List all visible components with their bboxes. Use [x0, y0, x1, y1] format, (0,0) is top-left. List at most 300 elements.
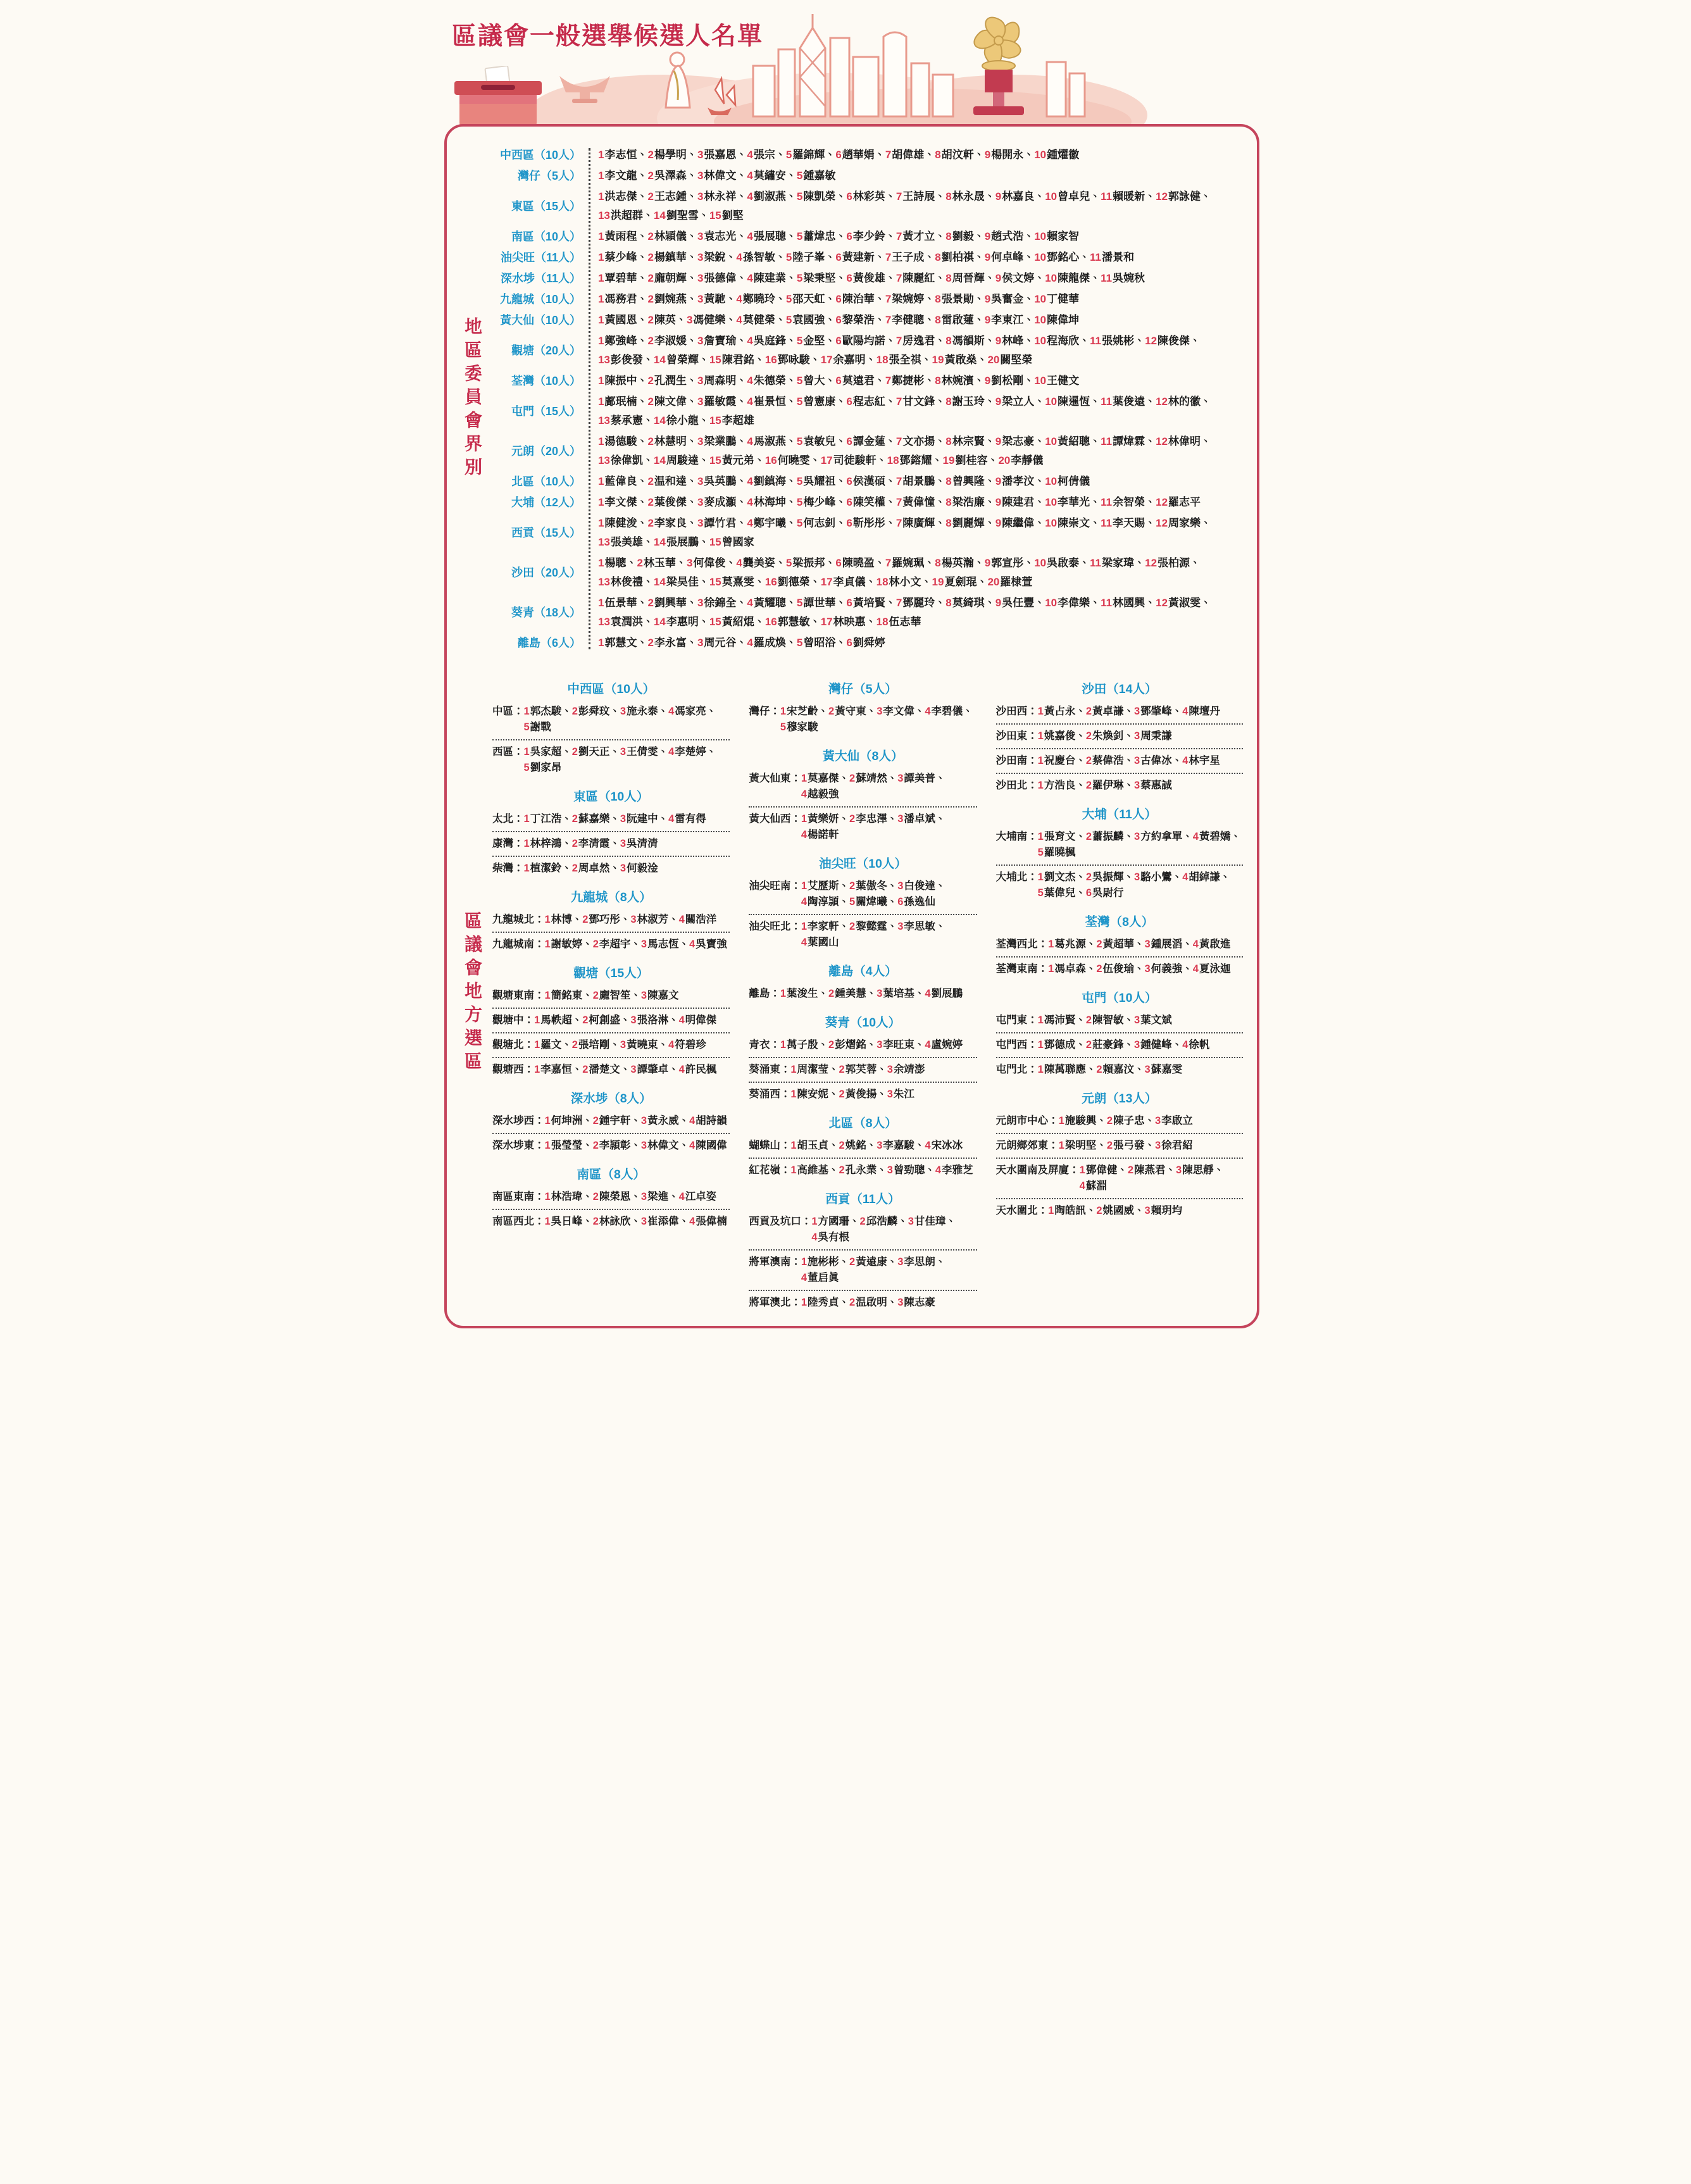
- candidate-name: 徐小龍、: [666, 415, 709, 427]
- candidate-name: 譚金蓮、: [852, 435, 896, 447]
- candidate-number: 14: [653, 415, 666, 427]
- candidate-number: 7: [895, 335, 902, 347]
- candidate-name: 孔潤生、: [654, 375, 697, 387]
- candidate: [620, 1037, 668, 1053]
- candidate-number: 15: [709, 576, 721, 588]
- candidate-number: 11: [1090, 251, 1102, 263]
- constituency-row: [492, 1185, 730, 1210]
- candidate-name: 葉俊傑、: [654, 496, 697, 508]
- candidate-name: 陳壇丹: [1189, 706, 1220, 717]
- candidate-number: 10: [1034, 293, 1047, 305]
- candidate-number: 5: [1037, 887, 1044, 899]
- area-label: 油尖旺北：: [749, 921, 801, 932]
- candidate-number: 6: [846, 475, 852, 487]
- candidate-name: 劉德榮、: [777, 576, 821, 588]
- candidate: [598, 493, 647, 512]
- candidate-name: 蔡惠誠: [1140, 780, 1172, 791]
- candidate-name: 陳榮恩、: [599, 1191, 641, 1202]
- candidate-name: 張柏源、: [1157, 557, 1201, 569]
- candidate-name: 陳建君、: [1002, 496, 1045, 508]
- district-label: 南區（10人）: [511, 230, 581, 243]
- candidate-number: 3: [620, 706, 627, 717]
- candidate: [747, 166, 796, 185]
- candidate-number: 10: [1045, 435, 1058, 447]
- candidate-list: [790, 1087, 977, 1102]
- candidate-number: 5: [796, 375, 803, 387]
- candidate: [846, 227, 895, 246]
- candidate-name: 黃超華、: [1102, 939, 1145, 950]
- candidate-name: 孫智敏、: [742, 251, 786, 263]
- candidate-number: 15: [709, 536, 721, 548]
- candidate-name: 蔡偉浩、: [1092, 755, 1135, 766]
- candidate-number: 3: [1134, 755, 1140, 766]
- candidate-number: 11: [1101, 496, 1113, 508]
- candidate-name: 洪志傑、: [604, 190, 648, 203]
- candidate: [747, 472, 796, 491]
- candidate-number: 3: [630, 1064, 637, 1075]
- candidate-number: 3: [877, 988, 883, 999]
- candidate-list: [589, 371, 1244, 390]
- candidate: [687, 311, 736, 330]
- candidate: [935, 311, 984, 330]
- candidate: [709, 451, 765, 470]
- candidate: [598, 290, 647, 309]
- candidate-name: 蘇嘉樂、: [578, 813, 620, 825]
- candidate-name: 黃俊揚、: [845, 1089, 887, 1100]
- candidate: [524, 861, 572, 877]
- candidate-name: 陸秀貞、: [808, 1297, 850, 1308]
- candidate-number: 3: [1155, 1115, 1161, 1126]
- candidate-number: 2: [647, 335, 654, 347]
- candidate-name: 董启眞: [808, 1272, 839, 1283]
- candidate: [935, 554, 984, 573]
- candidate: [647, 633, 697, 652]
- candidate-name: 吳奮金、: [991, 293, 1035, 305]
- candidate-number: 2: [647, 637, 654, 649]
- candidate-number: 2: [592, 1191, 599, 1202]
- candidate: [1038, 778, 1086, 794]
- candidate: [985, 311, 1034, 330]
- candidate-name: 黃曉東、: [627, 1039, 669, 1051]
- candidate-name: 潘孝汶、: [1002, 475, 1045, 487]
- candidate: [647, 290, 697, 309]
- candidate-name: 袁潤洪、: [610, 616, 654, 628]
- candidate-name: 林淑芳、: [637, 914, 679, 925]
- candidate: [849, 811, 897, 827]
- candidate: [598, 432, 647, 451]
- committee-side-column: [452, 142, 492, 656]
- candidate-number: 20: [987, 576, 1000, 588]
- candidate: [925, 1037, 963, 1053]
- district-group: [749, 739, 977, 847]
- candidate-name: 鄧德成、: [1044, 1039, 1086, 1051]
- candidate-number: 2: [849, 813, 856, 825]
- candidate-name: 黃遠康、: [856, 1256, 898, 1268]
- candidate: [1101, 269, 1145, 288]
- candidate-number: 2: [849, 773, 856, 784]
- candidate-name: 陶淳頴、: [808, 896, 850, 908]
- candidate: [641, 1214, 689, 1230]
- candidate: [801, 811, 849, 827]
- candidate: [598, 472, 647, 491]
- candidate-number: 2: [647, 396, 654, 408]
- candidate-number: 7: [885, 375, 892, 387]
- candidate-name: 文亦揚、: [902, 435, 946, 447]
- constituency-row: [492, 908, 730, 933]
- committee-row: [492, 633, 1244, 652]
- candidate: [985, 248, 1034, 267]
- candidate-number: 9: [995, 597, 1002, 609]
- candidate: [801, 1295, 849, 1311]
- constituency-row: [996, 749, 1243, 774]
- candidate-number: 2: [839, 1089, 845, 1100]
- candidate-number: 1: [534, 1039, 540, 1051]
- candidate-number: 4: [747, 375, 753, 387]
- candidate-name: 張美雄、: [610, 536, 654, 548]
- candidate: [647, 146, 697, 165]
- constituency-row: [996, 1109, 1243, 1134]
- candidate-name: 林偉文、: [647, 1140, 690, 1151]
- candidate-name: 甘文鋒、: [902, 396, 946, 408]
- district-group: [749, 672, 977, 739]
- candidate-number: 10: [1034, 230, 1047, 242]
- candidate-name: 王子成、: [892, 251, 935, 263]
- candidate-number: 4: [736, 557, 742, 569]
- candidate-name: 楊聰、: [604, 557, 637, 569]
- candidate: [835, 311, 885, 330]
- candidate-name: 劉桂容、: [955, 454, 999, 466]
- candidate: [1048, 1203, 1096, 1219]
- candidate-number: 1: [1079, 1164, 1085, 1176]
- candidate: [925, 704, 973, 720]
- candidate: [780, 986, 828, 1002]
- candidate: [897, 878, 945, 894]
- area-label: 九龍城南：: [492, 939, 545, 950]
- candidate-name: 楊鎮華、: [654, 251, 697, 263]
- candidate-name: 徐君紹: [1161, 1140, 1193, 1151]
- candidate: [709, 206, 744, 225]
- candidate: [1038, 845, 1076, 861]
- candidate-number: 10: [1034, 375, 1047, 387]
- candidate-number: 3: [697, 517, 704, 529]
- candidate-number: 3: [640, 1140, 647, 1151]
- candidate-name: 莫綺琪、: [952, 597, 995, 609]
- candidate-name: 袁國強、: [792, 314, 836, 326]
- candidate-name: 吳婉秋: [1113, 272, 1145, 284]
- candidate-number: 2: [582, 1014, 589, 1026]
- candidate: [747, 371, 796, 390]
- candidate: [846, 472, 895, 491]
- candidate-number: 2: [647, 293, 654, 305]
- candidate: [839, 1138, 877, 1154]
- candidate-number: 2: [1085, 1039, 1092, 1051]
- candidate: [897, 919, 945, 935]
- candidate-number: 3: [1134, 831, 1140, 842]
- district-group: [492, 780, 730, 880]
- candidate: [995, 493, 1045, 512]
- area-label: 觀塘西：: [492, 1064, 534, 1075]
- candidate-list: [589, 248, 1244, 267]
- district-header: 元朗（13人）: [1082, 1092, 1157, 1106]
- candidate-name: 梁昊佳、: [666, 576, 709, 588]
- candidate: [647, 166, 697, 185]
- candidate: [709, 411, 754, 430]
- candidate-number: 1: [790, 1064, 797, 1075]
- candidate-name: 林梓鴻、: [530, 838, 572, 849]
- candidate: [1101, 187, 1156, 206]
- candidate: [801, 894, 849, 910]
- candidate-list: [1048, 937, 1243, 952]
- candidate: [689, 1138, 727, 1154]
- candidate-number: 2: [592, 1115, 599, 1126]
- candidate-name: 李嘉恒、: [540, 1064, 583, 1075]
- candidate-name: 胡玉貞、: [797, 1140, 839, 1151]
- candidate: [524, 760, 562, 776]
- candidate-number: 9: [995, 396, 1002, 408]
- candidate-name: 程海欣、: [1047, 335, 1090, 347]
- candidate-name: 羅伊琳、: [1092, 780, 1135, 791]
- candidate: [697, 248, 736, 267]
- candidate-number: 8: [945, 230, 952, 242]
- candidate-number: 2: [859, 1216, 866, 1227]
- area-label: 天水圍南及屏廈：: [995, 1164, 1080, 1176]
- candidate: [1045, 514, 1101, 533]
- candidate-name: 楊諾軒: [808, 829, 839, 840]
- district-label: 北區（10人）: [511, 475, 581, 488]
- candidate: [835, 554, 885, 573]
- district-label: 元朗（20人）: [511, 445, 581, 458]
- candidate-name: 羅錦輝、: [792, 149, 836, 161]
- candidate: [1096, 1062, 1144, 1078]
- candidate: [945, 432, 995, 451]
- candidate-name: 陳治華、: [842, 293, 885, 305]
- candidate-name: 陳俊傑、: [1157, 335, 1201, 347]
- area-label: 紅花嶺：: [749, 1164, 791, 1176]
- candidate-name: 陳健浚、: [604, 517, 648, 529]
- candidate-name: 關堅榮: [1000, 354, 1033, 366]
- candidate: [598, 392, 647, 411]
- candidate: [790, 1087, 839, 1102]
- candidate-name: 陳暹恆、: [1058, 396, 1101, 408]
- candidate: [689, 1113, 727, 1129]
- candidate: [534, 1037, 572, 1053]
- candidate-number: 3: [697, 375, 704, 387]
- candidate-list: [1038, 753, 1243, 769]
- candidate-number: 2: [849, 921, 856, 932]
- candidate-name: 姚國威、: [1102, 1205, 1145, 1216]
- candidate-name: 歐陽均諾、: [842, 335, 896, 347]
- candidate-number: 2: [571, 813, 578, 825]
- candidate-number: 2: [571, 706, 578, 717]
- candidate-name: 鄧銘心、: [1047, 251, 1090, 263]
- district-group: [996, 981, 1243, 1082]
- candidate-number: 9: [995, 335, 1002, 347]
- candidate: [747, 146, 785, 165]
- candidate: [689, 1214, 727, 1230]
- candidate-number: 1: [598, 230, 604, 242]
- candidate-number: 1: [1037, 730, 1044, 742]
- candidate-list: [589, 187, 1244, 225]
- candidate-number: 20: [998, 454, 1011, 466]
- candidate-name: 鄧咏駿、: [777, 354, 821, 366]
- candidate-name: 林俊禮、: [610, 576, 654, 588]
- candidate-name: 羅志平: [1168, 496, 1201, 508]
- candidate-name: 馬軼超、: [540, 1014, 583, 1026]
- candidate-name: 劉天正、: [578, 746, 620, 758]
- candidate-name: 郭慧敏、: [777, 616, 821, 628]
- candidate: [709, 613, 765, 632]
- candidate-name: 李超宇、: [599, 939, 641, 950]
- candidate-number: 19: [942, 454, 955, 466]
- ballot-box-illustration: [451, 66, 546, 129]
- candidate-number: 3: [897, 880, 904, 892]
- candidate: [641, 1113, 689, 1129]
- candidate-number: 10: [1045, 597, 1058, 609]
- candidate-number: 4: [747, 496, 753, 508]
- candidate-number: 6: [897, 896, 904, 908]
- candidate-list: [1038, 1037, 1243, 1053]
- candidate-list: [545, 1113, 730, 1129]
- candidate-name: 何志釗、: [803, 517, 847, 529]
- candidate-list: [801, 1295, 977, 1311]
- candidate-number: 1: [1037, 1064, 1044, 1075]
- candidate: [747, 432, 796, 451]
- constituency-row: [749, 915, 977, 954]
- candidate-number: 5: [796, 170, 803, 182]
- candidate-name: 胡汶軒、: [941, 149, 985, 161]
- constituency-row: [492, 1009, 730, 1033]
- candidate: [697, 594, 747, 613]
- candidate: [598, 533, 654, 552]
- candidate: [987, 351, 1032, 370]
- candidate-name: 黃守東、: [835, 706, 877, 717]
- area-label: 荃灣東南：: [995, 963, 1049, 975]
- candidate: [641, 1189, 679, 1205]
- candidate-number: 2: [1085, 831, 1092, 842]
- district-header: 荃灣（8人）: [1085, 915, 1154, 929]
- candidate: [1086, 753, 1134, 769]
- candidate-name: 温啟明、: [856, 1297, 898, 1308]
- candidate-name: 黃培賢、: [852, 597, 896, 609]
- candidate-list: [589, 269, 1244, 288]
- candidate: [524, 811, 572, 827]
- candidate-number: 1: [801, 773, 808, 784]
- candidate: [697, 269, 747, 288]
- candidate-number: 3: [697, 475, 704, 487]
- candidate: [811, 1230, 849, 1245]
- candidate: [1038, 1062, 1097, 1078]
- area-label: 沙田北：: [995, 780, 1038, 791]
- candidate-number: 3: [887, 1064, 893, 1075]
- candidate-list: [589, 311, 1244, 330]
- candidate-name: 陳嘉文: [647, 990, 679, 1001]
- area-label: 西區：: [492, 746, 524, 758]
- candidate-name: 萬子殷、: [787, 1039, 829, 1051]
- candidate: [896, 269, 945, 288]
- candidate-name: 吳有根: [818, 1232, 850, 1243]
- district-group: [749, 847, 977, 954]
- candidate-number: 19: [932, 576, 944, 588]
- candidate: [598, 166, 647, 185]
- candidate: [593, 1113, 641, 1129]
- candidate-name: 李天賜、: [1113, 517, 1156, 529]
- candidate-name: 梁業鵬、: [704, 435, 747, 447]
- district-label: 東區（15人）: [511, 200, 581, 213]
- candidate-name: 張展鵬、: [666, 536, 709, 548]
- candidate-number: 1: [544, 1191, 551, 1202]
- candidate: [1145, 1062, 1183, 1078]
- candidate-name: 雷有得: [675, 813, 706, 825]
- candidate-name: 梁秉堅、: [803, 272, 847, 284]
- candidate: [654, 411, 709, 430]
- candidate-name: 林峰、: [1002, 335, 1035, 347]
- candidate-name: 張展聰、: [753, 230, 797, 242]
- candidate-number: 8: [945, 496, 952, 508]
- candidate-number: 2: [1096, 939, 1102, 950]
- candidate: [1101, 392, 1156, 411]
- candidate: [877, 986, 925, 1002]
- candidate-name: 甘佳璋、: [914, 1216, 956, 1227]
- candidate: [896, 432, 945, 451]
- candidate: [1038, 753, 1086, 769]
- candidate-name: 張洛淋、: [637, 1014, 679, 1026]
- candidate-name: 伍志華: [889, 616, 921, 628]
- candidate-name: 蘇淵: [1085, 1180, 1107, 1192]
- candidate-list: [1038, 728, 1243, 744]
- committee-row: [492, 166, 1244, 185]
- candidate: [1034, 248, 1090, 267]
- candidate-number: 3: [620, 838, 627, 849]
- candidate: [1145, 961, 1193, 977]
- candidate-number: 8: [945, 335, 952, 347]
- candidate-number: 2: [849, 1256, 856, 1268]
- candidate-number: 10: [1045, 517, 1058, 529]
- district-label: 中西區（10人）: [499, 149, 581, 161]
- constituency-side-column: [452, 672, 492, 1314]
- candidate-name: 陳安妮、: [797, 1089, 839, 1100]
- candidate-number: 11: [1101, 396, 1113, 408]
- candidate-name: 劉家昂: [530, 762, 562, 773]
- area-label: 南區西北：: [492, 1216, 545, 1227]
- candidate-number: 1: [1058, 1115, 1064, 1126]
- candidate: [839, 1163, 887, 1178]
- candidate-name: 徐錦全、: [704, 597, 747, 609]
- candidate-name: 馬淑燕、: [753, 435, 797, 447]
- candidate-list: [589, 493, 1244, 512]
- candidate-number: 1: [1037, 755, 1044, 766]
- candidate: [598, 514, 647, 533]
- candidate-name: 賴玥均: [1151, 1205, 1183, 1216]
- candidate: [593, 937, 641, 952]
- candidate-name: 陳廣輝、: [902, 517, 946, 529]
- candidate-list: [589, 146, 1244, 165]
- candidate-number: 3: [877, 1039, 883, 1051]
- candidate-list: [801, 878, 977, 910]
- constituency-row: [492, 1033, 730, 1058]
- candidate-number: 3: [620, 813, 627, 825]
- candidate-number: 6: [846, 517, 852, 529]
- candidate-name: 吳庭鋒、: [753, 335, 797, 347]
- candidate: [1145, 554, 1201, 573]
- candidate: [1156, 594, 1211, 613]
- candidate-number: 5: [796, 597, 803, 609]
- candidate-number: 10: [1045, 190, 1058, 203]
- constituency-row: [996, 1159, 1243, 1199]
- candidate-name: 洪超群、: [610, 209, 654, 222]
- candidate: [736, 248, 785, 267]
- candidate: [1145, 332, 1201, 351]
- district-label: 沙田（20人）: [511, 566, 581, 579]
